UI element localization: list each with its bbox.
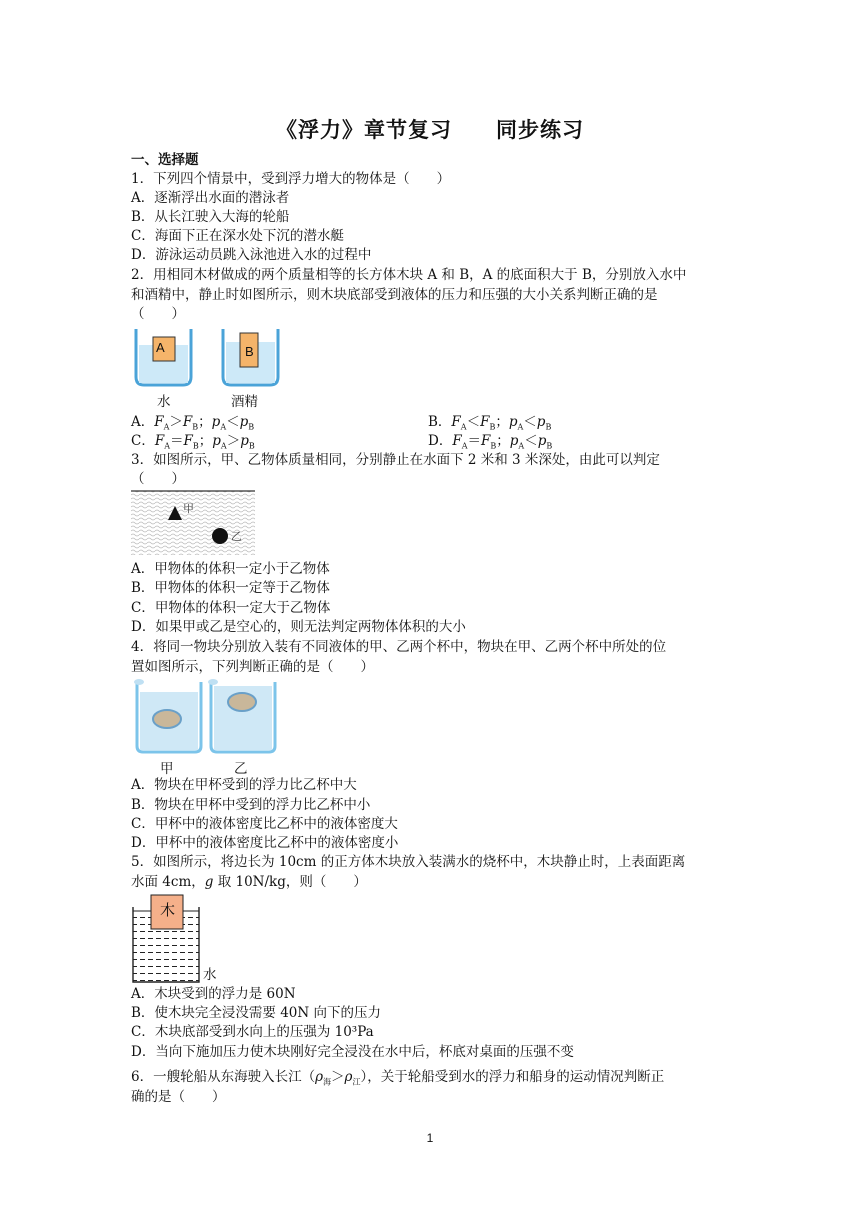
q2-caption-water: 水 [157,394,171,410]
q2-option-d: D．$F_A=F_B$；$p_A<p_B$ [428,433,553,451]
q5-stem-line1: 5．如图所示，将边长为 10cm 的正方体木块放入装满水的烧杯中，木块静止时，上表面距离 [131,854,686,870]
q4-option-c: C．甲杯中的液体密度比乙杯中的液体密度大 [131,816,398,832]
q4-stem-line1: 4．将同一物块分别放入装有不同液体的甲、乙两个杯中，物块在甲、乙两个杯中所处的位 [131,639,667,655]
q5-option-b: B．使木块完全浸没需要 40N 向下的压力 [131,1005,381,1021]
q5-option-c: C．木块底部受到水向上的压强为 10³Pa [131,1024,374,1040]
q3-stem-line2: （ ） [131,471,185,487]
q2-block-a-label: A [156,340,165,355]
q3-label-yi: 乙 [231,530,242,543]
q2-stem-line2: 和酒精中，静止时如图所示，则木块底部受到液体的压力和压强的大小关系判断正确的是 [131,287,658,303]
q3-label-jia: 甲 [183,502,194,515]
section-heading: 一、选择题 [131,152,199,168]
q2-caption-alcohol: 酒精 [231,394,258,410]
q2-option-b: B．$F_A<F_B$；$p_A<p_B$ [428,414,552,432]
q2-stem-line1: 2．用相同木材做成的两个质量相等的长方体木块 A 和 B，A 的底面积大于 B，分别放入水中 [131,267,687,283]
q5-stem-line2: 水面 4cm，g 取 10N/kg，则（ ） [131,874,367,890]
q2-beakers-figure [131,325,291,387]
q3-option-d: D．如果甲或乙是空心的，则无法判定两物体体积的大小 [131,619,466,635]
page-title: 《浮力》章节复习 同步练习 [276,118,584,142]
q1-stem: 1．下列四个情景中，受到浮力增大的物体是（ ） [131,171,451,187]
q4-option-d: D．甲杯中的液体密度比乙杯中的液体密度小 [131,835,399,851]
q4-stem-line2: 置如图所示，下列判断正确的是（ ） [131,659,374,675]
q1-option-b: B．从长江驶入大海的轮船 [131,209,290,225]
q5-water-label: 水 [203,967,217,983]
q4-cups-figure [131,676,281,756]
q4-caption-yi: 乙 [234,761,248,777]
q2-option-a: A．$F_A>F_B$；$p_A<p_B$ [131,414,255,432]
q6-stem-line2: 确的是（ ） [131,1089,226,1105]
q1-option-a: A．逐渐浮出水面的潜泳者 [131,190,290,206]
q2-option-c: C．$F_A=F_B$；$p_A>p_B$ [131,433,255,451]
q5-option-a: A．木块受到的浮力是 60N [131,986,296,1002]
q3-option-b: B．甲物体的体积一定等于乙物体 [131,580,330,596]
q4-caption-jia: 甲 [160,761,174,777]
q5-wood-label: 木 [160,901,176,919]
q4-option-a: A．物块在甲杯受到的浮力比乙杯中大 [131,777,357,793]
q4-option-b: B．物块在甲杯中受到的浮力比乙杯中小 [131,797,371,813]
q2-block-b-label: B [245,344,254,359]
q3-option-c: C．甲物体的体积一定大于乙物体 [131,600,331,616]
q3-stem-line1: 3．如图所示，甲、乙物体质量相同，分别静止在水面下 2 米和 3 米深处，由此可以判定 [131,452,660,468]
q1-option-c: C．海面下正在深水处下沉的潜水艇 [131,228,344,244]
q5-option-d: D．当向下施加压力使木块刚好完全浸没在水中后，杯底对桌面的压强不变 [131,1044,574,1060]
page-number: 1 [426,1131,434,1145]
q1-option-d: D．游泳运动员跳入泳池进入水的过程中 [131,247,372,263]
q3-option-a: A．甲物体的体积一定小于乙物体 [131,561,330,577]
q6-stem-line1: 6．一艘轮船从东海驶入长江$(\rho_海>\rho_江)$，关于轮船受到水的浮力和船身的运动情况判断正 [131,1069,665,1087]
q2-stem-line3: （ ） [131,306,185,322]
